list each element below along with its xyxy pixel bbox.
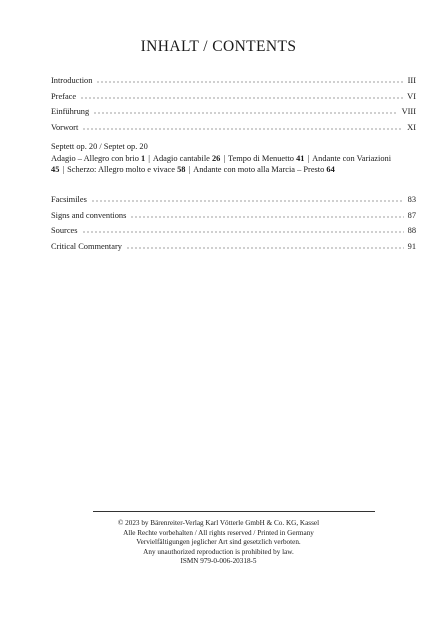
toc-entry-label: Vorwort [51, 122, 79, 132]
movement-page: 58 [177, 165, 186, 174]
imprint [0, 519, 437, 567]
movement-page: 26 [211, 153, 221, 163]
dot-leader [91, 195, 404, 202]
page-title: INHALT / CONTENTS [140, 38, 297, 55]
reproduction-notice-en: Any unauthorized reproduction is prohibited by law. [143, 547, 294, 556]
toc-entry[interactable] [51, 76, 416, 92]
separator: | [148, 153, 150, 163]
movement-page: 45 [51, 165, 60, 174]
toc-entry-page: 91 [407, 241, 416, 251]
movement-title[interactable]: Andante con moto alla Marcia – Presto [193, 165, 325, 174]
toc-entry[interactable] [51, 195, 416, 211]
movement-page: 41 [296, 153, 305, 163]
toc-entry-page: XI [407, 122, 416, 132]
separator: | [307, 153, 310, 163]
movement-title[interactable]: Andante con Variazioni [312, 153, 392, 163]
toc-entry[interactable] [51, 211, 416, 227]
movement-title[interactable]: Adagio cantabile [152, 153, 210, 163]
toc-entry[interactable] [51, 92, 416, 108]
separator: | [62, 165, 65, 174]
toc-entry-label: Signs and conventions [51, 210, 127, 220]
toc-entry[interactable] [51, 242, 416, 258]
toc-entry-page: 88 [407, 226, 416, 236]
toc-entry[interactable] [51, 226, 416, 242]
reproduction-notice-de: Vervielfältigungen jeglicher Art sind gesetzlich verboten. [136, 538, 301, 547]
toc-entry-label: Preface [51, 91, 77, 101]
work-heading: Septett op. 20 / Septet op. 20 [51, 142, 148, 151]
dot-leader [82, 123, 403, 130]
movement-title[interactable]: Tempo di Menuetto [228, 153, 294, 163]
toc-entry[interactable] [51, 107, 416, 123]
toc-entry-label: Introduction [51, 76, 93, 85]
movement-page: 1 [141, 153, 146, 163]
toc-entry-page: III [407, 76, 416, 85]
separator: | [223, 153, 226, 163]
movement-page: 64 [326, 165, 335, 174]
copyright-line: © 2023 by Bärenreiter-Verlag Karl Vötterle GmbH & Co. KG, Kassel [117, 519, 320, 527]
toc-entry-page: 87 [407, 210, 416, 220]
ismn-line: ISMN 979-0-006-20318-5 [180, 557, 257, 566]
toc-back-matter [51, 195, 416, 257]
dot-leader [126, 242, 404, 249]
movement-title[interactable]: Adagio – Allegro con brio [51, 153, 139, 163]
toc-entry-label: Critical Commentary [51, 241, 122, 251]
separator: | [188, 165, 191, 174]
toc-entry-page: VI [407, 91, 416, 101]
toc-front-matter [51, 76, 416, 138]
dot-leader [82, 226, 404, 233]
dot-leader [130, 211, 403, 218]
dot-leader [93, 107, 397, 114]
dot-leader [80, 92, 403, 99]
toc-entry-page: VIII [401, 107, 416, 117]
toc-entry-page: 83 [407, 195, 416, 204]
movement-title[interactable]: Scherzo: Allegro molto e vivace [67, 165, 175, 174]
toc-entry-label: Einführung [51, 107, 90, 117]
toc-entry[interactable] [51, 123, 416, 139]
work-contents [51, 141, 423, 176]
imprint-divider [93, 511, 375, 512]
toc-entry-label: Sources [51, 226, 78, 236]
toc-entry-label: Facsimiles [51, 195, 87, 204]
movement-list [51, 153, 423, 176]
dot-leader [96, 76, 403, 83]
rights-line: Alle Rechte vorbehalten / All rights reserved / Printed in Germany [123, 528, 314, 537]
